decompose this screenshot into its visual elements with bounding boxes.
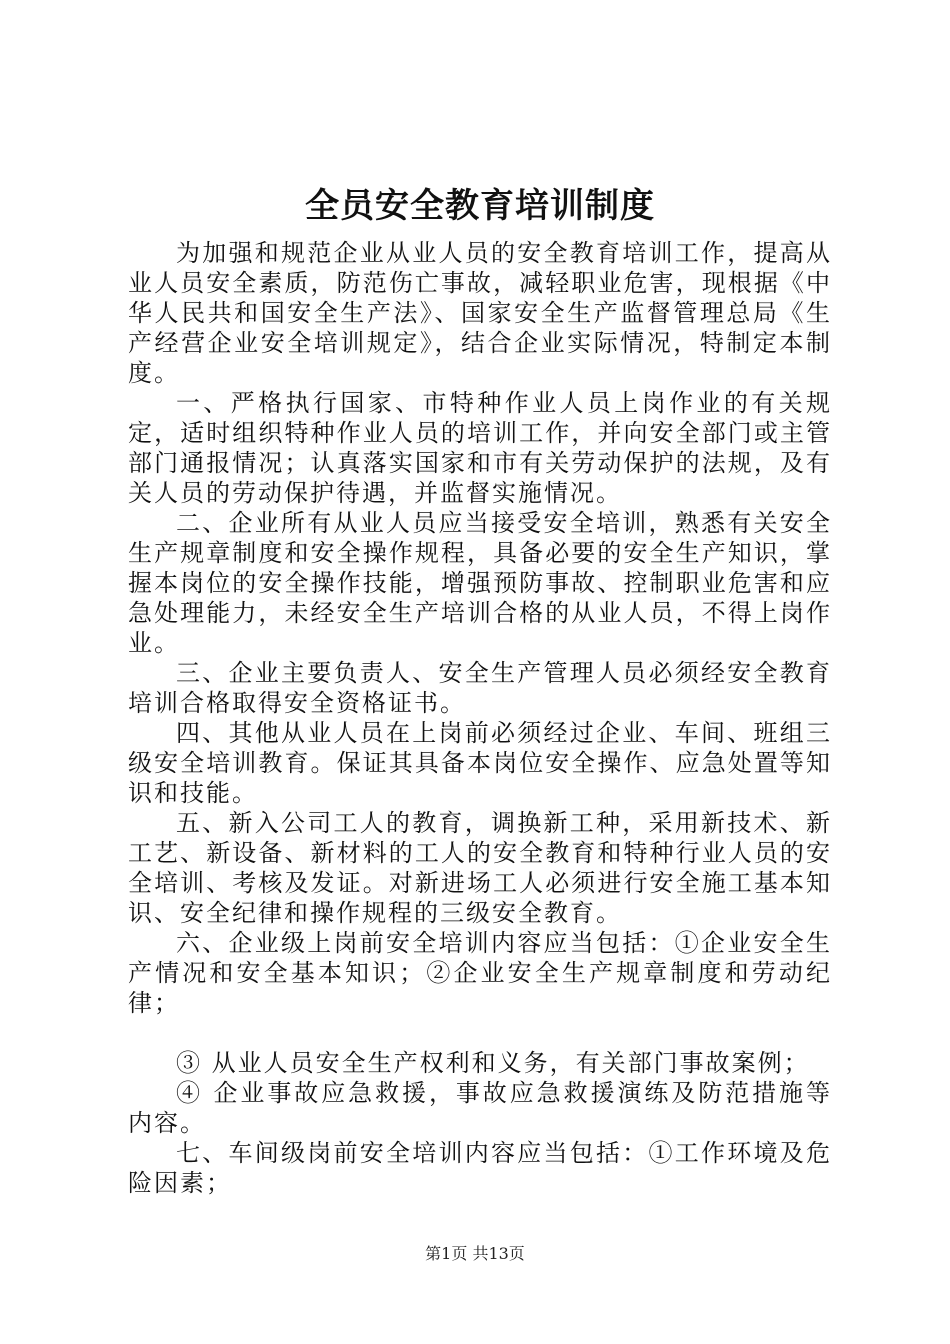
- paragraph-6: 六、企业级上岗前安全培训内容应当包括：①企业安全生产情况和安全基本知识；②企业安全生产规章制度和劳动纪律；: [128, 929, 832, 1017]
- sub-item-3: ③ 从业人员安全生产权利和义务，有关部门事故案例；: [176, 1049, 810, 1077]
- document-title: 全员安全教育培训制度: [305, 186, 655, 226]
- paragraph-2: 二、企业所有从业人员应当接受安全培训，熟悉有关安全生产规章制度和安全操作规程，具备必要的安全生产知识，掌握本岗位的安全操作技能，增强预防事故、控制职业危害和应急处理能力，未经安全生产培训合格的从业人员，不得上岗作业。: [128, 509, 832, 657]
- paragraph-7: 七、车间级岗前安全培训内容应当包括：①工作环境及危险因素；: [128, 1139, 832, 1197]
- sub-item-4: ④ 企业事故应急救援，事故应急救援演练及防范措施等内容。: [128, 1079, 832, 1137]
- paragraph-4: 四、其他从业人员在上岗前必须经过企业、车间、班组三级安全培训教育。保证其具备本岗位安全操作、应急处置等知识和技能。: [128, 719, 832, 807]
- document-page: [128, 180, 832, 1198]
- paragraph-5: 五、新入公司工人的教育，调换新工种，采用新技术、新工艺、新设备、新材料的工人的安全教育和特种行业人员的安全培训、考核及发证。对新进场工人必须进行安全施工基本知识、安全纪律和操作规程的三级安全教育。: [128, 809, 832, 927]
- paragraph-1: 一、严格执行国家、市特种作业人员上岗作业的有关规定，适时组织特种作业人员的培训工作，并向安全部门或主管部门通报情况；认真落实国家和市有关劳动保护的法规，及有关人员的劳动保护待遇，并监督实施情况。: [128, 389, 832, 507]
- blank-line: [128, 1018, 832, 1048]
- page-footer: 第1页 共13页: [425, 1244, 525, 1263]
- paragraph-3: 三、企业主要负责人、安全生产管理人员必须经安全教育培训合格取得安全资格证书。: [128, 659, 832, 717]
- paragraph-intro: 为加强和规范企业从业人员的安全教育培训工作，提高从业人员安全素质，防范伤亡事故，减轻职业危害，现根据《中华人民共和国安全生产法》、国家安全生产监督管理总局《生产经营企业安全培训规定》，结合企业实际情况，特制定本制度。: [128, 239, 832, 387]
